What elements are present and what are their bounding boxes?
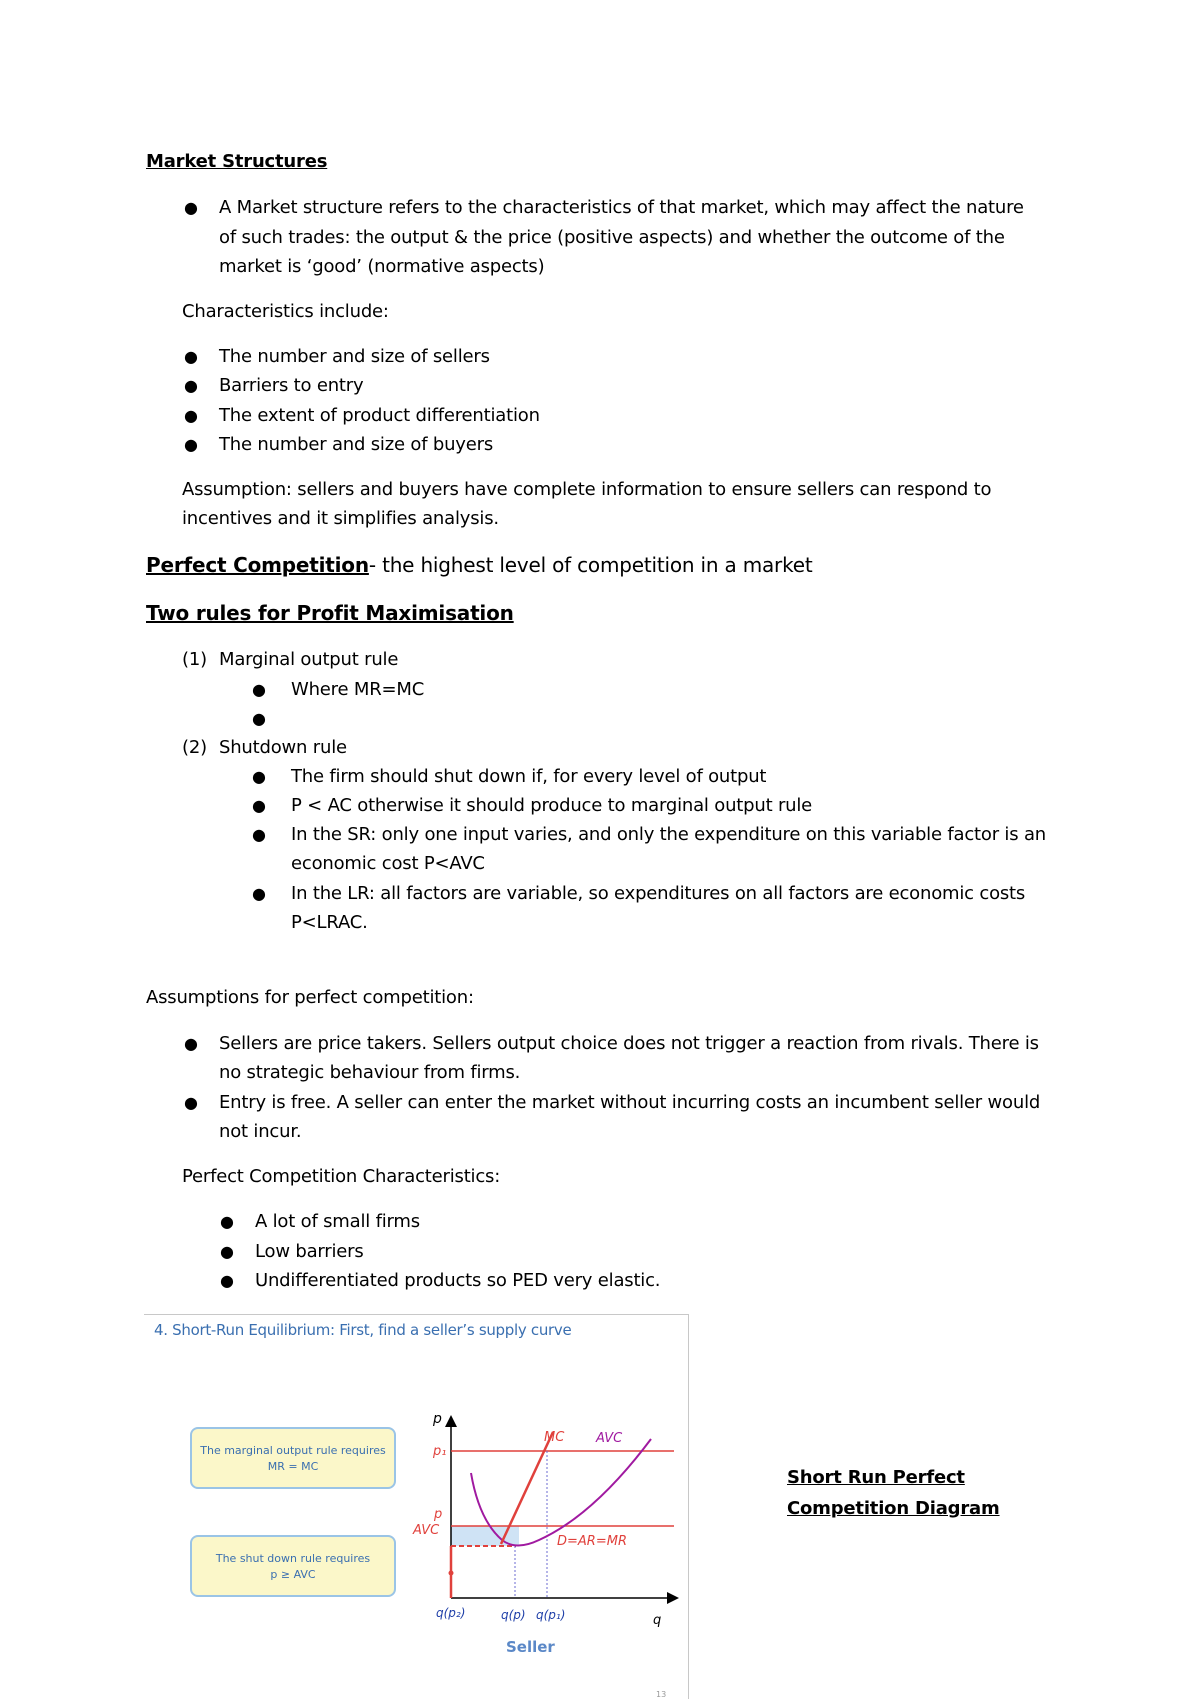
characteristic-item: The number and size of buyers bbox=[219, 434, 493, 455]
bullet-icon: ● bbox=[184, 406, 198, 425]
box-text: p ≥ AVC bbox=[270, 1568, 316, 1581]
bullet-icon: ● bbox=[252, 796, 266, 815]
characteristic-item: The number and size of sellers bbox=[219, 346, 490, 367]
intro-line: of such trades: the output & the price (positive aspects) and whether the outcome of the bbox=[219, 227, 1005, 248]
figure-title: 4. Short-Run Equilibrium: First, find a seller’s supply curve bbox=[154, 1321, 572, 1339]
perfect-competition-heading bbox=[146, 553, 812, 577]
bullet-icon: ● bbox=[184, 376, 198, 395]
x-axis-label: q bbox=[653, 1613, 662, 1628]
rule-point: The firm should shut down if, for every level of output bbox=[291, 766, 767, 787]
bullet-icon: ● bbox=[184, 1093, 198, 1112]
assumption-pc-line: Entry is free. A seller can enter the market without incurring costs an incumbent seller would bbox=[219, 1092, 1041, 1113]
p-label: p bbox=[434, 1507, 443, 1522]
bullet-icon: ● bbox=[184, 347, 198, 366]
page-title: Market Structures bbox=[146, 151, 328, 172]
rule-point: Where MR=MC bbox=[291, 679, 425, 700]
mc-label: MC bbox=[544, 1430, 565, 1445]
bullet-icon: ● bbox=[220, 1242, 234, 1261]
bullet-icon: ● bbox=[252, 884, 266, 903]
demand-label: D=AR=MR bbox=[557, 1534, 627, 1549]
box-text: MR = MC bbox=[267, 1460, 319, 1473]
pc-characteristic-item: A lot of small firms bbox=[255, 1211, 420, 1232]
perfect-competition-subtitle: - the highest level of competition in a market bbox=[368, 553, 813, 577]
seller-caption: Seller bbox=[506, 1638, 555, 1656]
pc-characteristic-item: Undifferentiated products so PED very elastic. bbox=[255, 1270, 661, 1291]
supply-curve-diagram bbox=[144, 1315, 688, 1699]
q-p1-label: q(p₁) bbox=[536, 1608, 566, 1622]
box-text: The shut down rule requires bbox=[215, 1552, 371, 1565]
intro-line: market is ‘good’ (normative aspects) bbox=[219, 256, 545, 277]
assumption-line: Assumption: sellers and buyers have complete information to ensure sellers can respond to bbox=[182, 479, 992, 500]
rule-point: economic cost P<AVC bbox=[291, 853, 485, 874]
pc-characteristic-item: Low barriers bbox=[255, 1241, 364, 1262]
bullet-icon: ● bbox=[252, 767, 266, 786]
mc-curve bbox=[501, 1432, 553, 1544]
y-axis-label: p bbox=[433, 1411, 442, 1427]
assumption-pc-line: no strategic behaviour from firms. bbox=[219, 1062, 521, 1083]
diagram-caption: Short Run Perfect bbox=[787, 1467, 965, 1488]
characteristics-label: Characteristics include: bbox=[182, 301, 389, 322]
profit-rules-heading: Two rules for Profit Maximisation bbox=[146, 601, 514, 625]
assumption-line: incentives and it simplifies analysis. bbox=[182, 508, 499, 529]
box-text: The marginal output rule requires bbox=[200, 1444, 386, 1457]
rule-number: (2) bbox=[182, 737, 207, 758]
diagram-caption: Competition Diagram bbox=[787, 1498, 1000, 1519]
bullet-icon: ● bbox=[184, 1034, 198, 1053]
rule-point: P < AC otherwise it should produce to marginal output rule bbox=[291, 795, 813, 816]
q-p2-label: q(p₂) bbox=[436, 1606, 466, 1620]
perfect-competition-title: Perfect Competition bbox=[146, 553, 369, 577]
q-p-label: q(p) bbox=[501, 1608, 526, 1622]
rule-point: P<LRAC. bbox=[291, 912, 368, 933]
bullet-icon: ● bbox=[220, 1271, 234, 1290]
characteristic-item: The extent of product differentiation bbox=[219, 405, 540, 426]
rule-label: Shutdown rule bbox=[219, 737, 347, 758]
bullet-icon: ● bbox=[252, 709, 266, 728]
rule-label: Marginal output rule bbox=[219, 649, 399, 670]
bullet-icon: ● bbox=[184, 198, 198, 217]
bullet-icon: ● bbox=[184, 435, 198, 454]
pc-characteristics-label: Perfect Competition Characteristics: bbox=[182, 1166, 501, 1187]
avc-min-label: AVC bbox=[413, 1523, 440, 1538]
rule-number: (1) bbox=[182, 649, 207, 670]
avc-label: AVC bbox=[596, 1431, 623, 1446]
assumption-pc-line: not incur. bbox=[219, 1121, 302, 1142]
short-run-equilibrium-figure bbox=[144, 1314, 689, 1699]
bullet-icon: ● bbox=[220, 1212, 234, 1231]
bullet-icon: ● bbox=[252, 825, 266, 844]
p1-label: p₁ bbox=[433, 1444, 447, 1459]
intro-line: A Market structure refers to the characteristics of that market, which may affect the nature bbox=[219, 197, 1024, 218]
bullet-icon: ● bbox=[252, 680, 266, 699]
characteristic-item: Barriers to entry bbox=[219, 375, 364, 396]
zero-supply-dot bbox=[449, 1571, 454, 1576]
slide-page-number: 13 bbox=[656, 1690, 667, 1699]
rule-point: In the SR: only one input varies, and only the expenditure on this variable factor is an bbox=[291, 824, 1046, 845]
assumption-pc-line: Sellers are price takers. Sellers output choice does not trigger a reaction from rivals. There is bbox=[219, 1033, 1039, 1054]
assumptions-pc-label: Assumptions for perfect competition: bbox=[146, 987, 474, 1008]
rule-point: In the LR: all factors are variable, so expenditures on all factors are economic costs bbox=[291, 883, 1026, 904]
